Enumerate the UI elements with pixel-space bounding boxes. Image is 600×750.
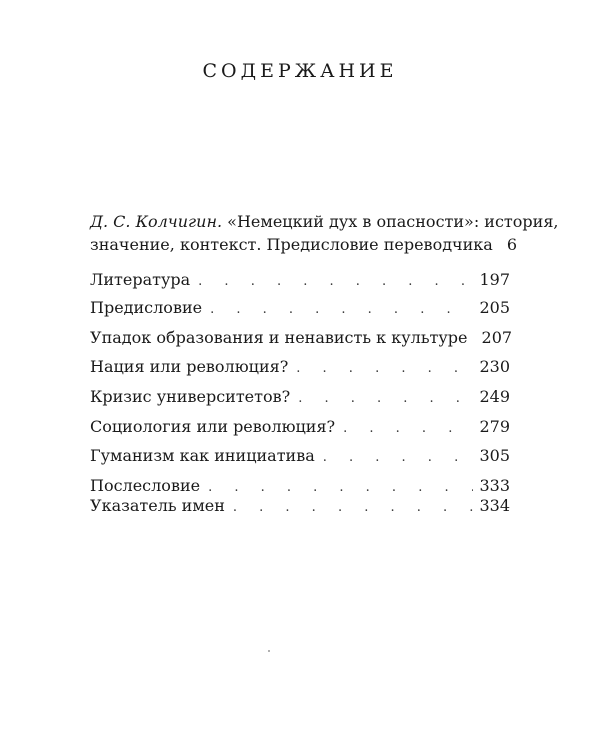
print-speck (268, 650, 270, 652)
toc-entry-label: Нация или революция? (90, 357, 289, 377)
toc-entry-label: Гуманизм как инициатива (90, 446, 315, 466)
toc-entry-page: 6 (506, 235, 518, 254)
toc-entry-page: 305 (479, 446, 510, 466)
dot-leader (343, 417, 473, 440)
dot-leader (198, 270, 473, 293)
toc-entry-page: 207 (481, 327, 513, 347)
dot-leader (233, 496, 474, 519)
toc-entry-page: 205 (479, 298, 510, 317)
toc-entry-page: 249 (479, 387, 510, 407)
dot-leader (298, 387, 473, 410)
toc-group-intro (90, 210, 559, 293)
dot-leader (296, 357, 473, 380)
toc-entry[interactable] (90, 296, 510, 321)
dot-leader (323, 446, 474, 469)
toc-entry-author: Д. С. Колчигин. (90, 212, 223, 231)
toc-group-main (90, 296, 513, 504)
toc-entry-label: Социология или революция? (90, 416, 336, 436)
toc-entry-title-line1: «Немецкий дух в опасности»: история, (227, 212, 559, 231)
page-title: СОДЕРЖАНИЕ (202, 60, 398, 82)
toc-entry-translator-preface[interactable] (90, 210, 559, 258)
toc-entry-title-line2: значение, контекст. Предисловие переводчика (90, 235, 493, 254)
toc-entry-literature[interactable] (90, 268, 510, 293)
toc-entry-label: Упадок образования и ненависть к культуре (90, 327, 468, 347)
toc-entry[interactable] (90, 355, 510, 380)
toc-entry[interactable] (90, 415, 510, 440)
toc-entry[interactable] (90, 444, 510, 469)
toc-entry-label: Послесловие (90, 476, 201, 496)
toc-entry-label: Кризис университетов? (90, 387, 291, 407)
toc-entry-label: Предисловие (90, 298, 203, 317)
dot-leader (210, 298, 473, 321)
toc-entry[interactable] (90, 385, 510, 410)
toc-entry-page: 230 (479, 357, 510, 377)
toc-entry-page: 334 (479, 496, 510, 515)
toc-group-index (90, 494, 510, 519)
toc-entry[interactable] (90, 326, 513, 351)
toc-entry-name-index[interactable] (90, 494, 510, 519)
toc-entry-page: 279 (479, 416, 510, 436)
toc-entry-label: Указатель имен (90, 496, 225, 515)
toc-entry-page: 197 (479, 270, 510, 289)
toc-entry-page: 333 (479, 476, 510, 496)
toc-entry-label: Литература (90, 270, 191, 289)
